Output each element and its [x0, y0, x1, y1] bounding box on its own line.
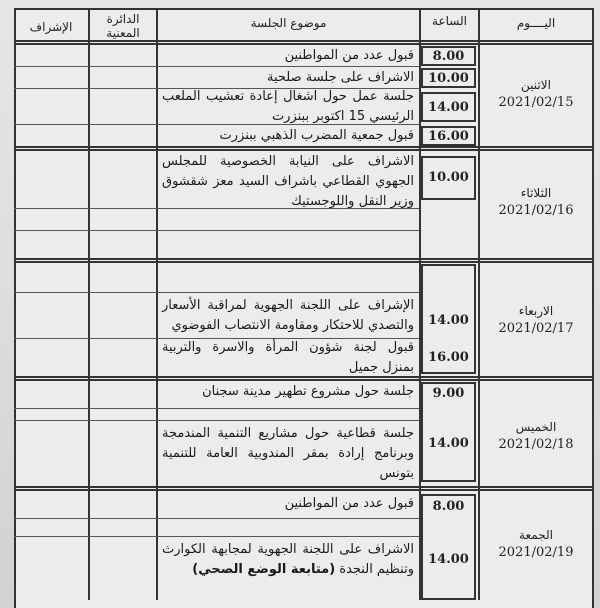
day-separator: [14, 486, 594, 491]
session-topic: جلسة عمل حول اشغال إعادة تعشيب الملعب الرئيسي 15 اكتوبر ببنزرت: [162, 89, 414, 124]
row-line: [14, 420, 419, 421]
day-name: الاربعاء: [518, 304, 554, 318]
day-cell: [480, 184, 592, 220]
day-separator: [14, 258, 594, 263]
session-topic: جلسة قطاعية حول مشاريع التنمية المندمجة وبرنامج إرادة بمقر المندوبية العامة للتنمية بتونس: [162, 426, 414, 481]
day-date: 2021/02/15: [498, 95, 574, 110]
day-date: 2021/02/17: [498, 321, 574, 336]
session-topic: قبول عدد من المواطنين: [284, 48, 414, 63]
day-cell: [480, 526, 592, 562]
session-time: 14.00: [428, 436, 469, 451]
day-cell: [480, 418, 592, 454]
session-topic: قبول عدد من المواطنين: [284, 496, 414, 511]
column-divider: [88, 8, 90, 600]
day-date: 2021/02/19: [498, 545, 574, 560]
row-line: [14, 536, 419, 537]
session-time: 14.00: [428, 100, 469, 115]
session-time: 14.00: [428, 552, 469, 567]
session-time: 8.00: [432, 49, 465, 64]
header-separator: [14, 40, 594, 45]
session-time: 14.00: [428, 313, 469, 328]
row-line: [14, 292, 419, 293]
header-time: الساعة: [432, 14, 467, 28]
row-line: [14, 408, 419, 409]
session-time: 9.00: [432, 386, 465, 401]
session-time: 16.00: [428, 350, 469, 365]
session-topic: الإشراف على اللجنة الجهوية لمراقبة الأسعار والتصدي للاحتكار ومقاومة الانتصاب الفوضوي: [162, 298, 414, 333]
row-line: [14, 230, 419, 231]
header-supervision: الإشراف: [29, 20, 73, 34]
session-topic: الاشراف على النيابة الخصوصية للمجلس الجهوي القطاعي باشراف السيد معز شقشوق وزير النقل واللوجستيك: [162, 154, 414, 209]
row-line: [14, 518, 419, 519]
session-topic-bold: (متابعة الوضع الصحي): [192, 562, 336, 577]
session-topic: جلسة حول مشروع تطهير مدينة سجنان: [202, 384, 414, 399]
day-date: 2021/02/16: [498, 203, 574, 218]
day-separator: [14, 146, 594, 151]
day-cell: [480, 76, 592, 112]
header-department: الدائرة المعنية: [106, 12, 140, 40]
day-name: الخميس: [515, 420, 557, 434]
day-date: 2021/02/18: [498, 437, 574, 452]
day-name: الجمعة: [519, 528, 553, 542]
header-day: اليــــوم: [516, 16, 556, 30]
session-time: 8.00: [432, 499, 465, 514]
session-topic: الاشراف على جلسة صلحية: [266, 70, 414, 85]
session-time: 10.00: [428, 170, 469, 185]
session-topic: قبول لجنة شؤون المرأة والاسرة والتربية بمنزل جميل: [162, 340, 414, 375]
day-name: الاثنين: [521, 78, 551, 92]
day-name: الثلاثاء: [520, 186, 552, 200]
session-topic-text: الاشراف على اللجنة الجهوية لمجابهة الكوارث وتنظيم النجدة: [162, 542, 414, 577]
session-time: 10.00: [428, 71, 469, 86]
session-topic: قبول جمعية المضرب الذهبي ببنزرت: [219, 128, 414, 143]
column-divider: [156, 8, 158, 600]
row-line: [14, 66, 419, 67]
day-cell: [480, 302, 592, 338]
session-topic: [162, 540, 414, 580]
session-time: 16.00: [428, 129, 469, 144]
header-topic: موضوع الجلسة: [250, 16, 327, 30]
